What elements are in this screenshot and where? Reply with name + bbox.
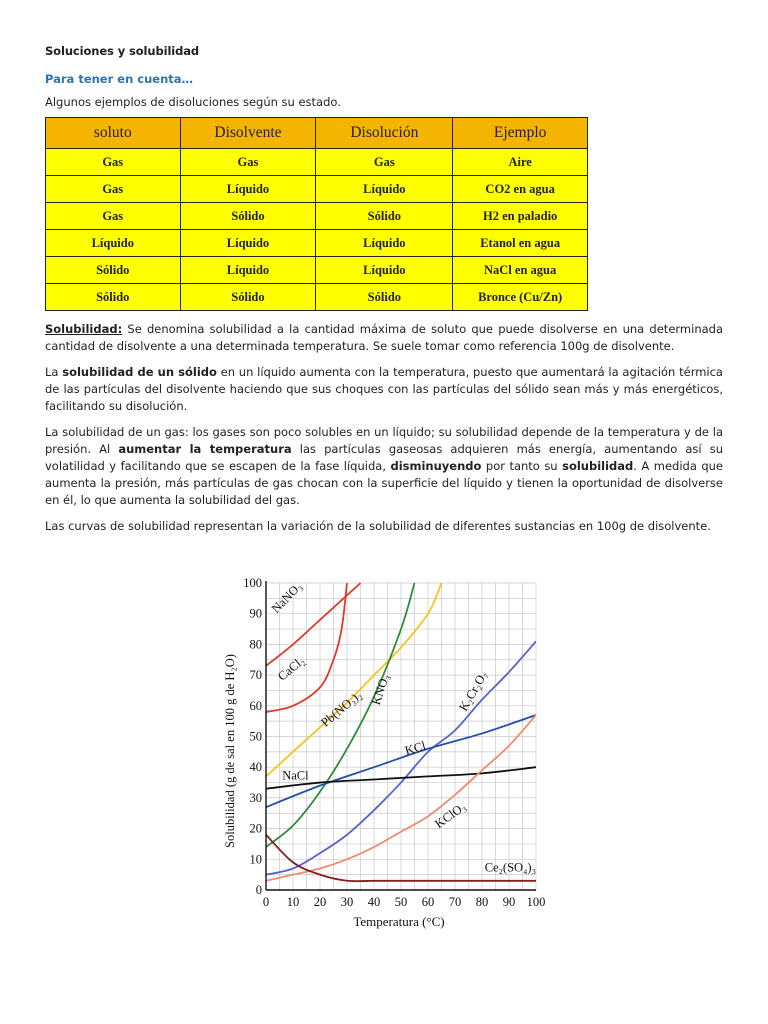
table-row [46,257,588,284]
y-tick-label: 100 [243,576,262,590]
table-row [46,149,588,176]
text-span: por tanto su [481,459,563,473]
x-tick-label: 40 [367,895,381,909]
y-axis-label: Solubilidad (g de sal en 100 g de H₂O) [223,654,237,848]
solubility-chart-svg [170,533,570,933]
table-cell: Gas [180,149,316,176]
bold-text: disminuyendo [390,459,482,473]
table-cell: Líquido [180,257,316,284]
text-span: La solubilidad de un gas: los gases son poco solubles en un líquido; su solubilidad depende de la temperatura y de la presión. Al [45,425,723,456]
table-cell: Gas [46,203,181,230]
y-tick-label: 90 [249,606,262,621]
series-label: K₂Cr₂O₇ [456,668,491,714]
y-tick-label: 30 [249,790,262,805]
y-tick-label: 70 [249,668,262,683]
y-tick-label: 0 [255,883,262,897]
table-cell: Sólido [180,203,316,230]
x-tick-label: 70 [448,895,462,909]
y-tick-label: 80 [249,637,262,652]
text-span: las partículas gaseosas adquieren más energía, aumentando así su volatilidad y facilitando que se escapen de la fase líquida, [45,442,724,473]
x-axis-label: Temperatura (°C) [353,914,445,929]
header-soluto: soluto [46,118,181,149]
table-cell: Líquido [316,257,453,284]
table-cell: CO2 en agua [453,176,588,203]
text-span: La [45,365,63,379]
table-cell: Líquido [180,176,316,203]
paragraph-solido [45,364,723,415]
paragraph-solubilidad [45,321,723,355]
table-cell: H2 en paladio [453,203,588,230]
y-tick-label: 40 [249,760,262,775]
series-label: KNO₃ [368,672,392,707]
table-cell: NaCl en agua [453,257,588,284]
series-label: NaCl [282,768,309,783]
paragraph-curvas: Las curvas de solubilidad representan la variación de la solubilidad de diferentes sustancias en 100g de disolvente. [45,519,711,533]
table-cell: Líquido [180,230,316,257]
table-cell: Sólido [316,284,453,311]
document-page [45,44,723,544]
solubility-chart [170,533,570,933]
bold-text: solubilidad [562,459,634,473]
table-cell: Gas [316,149,453,176]
table-cell: Gas [46,176,181,203]
table-row [46,230,588,257]
paragraph-gas [45,424,723,509]
table-cell: Líquido [316,176,453,203]
table-cell: Sólido [46,284,181,311]
table-header-row [46,118,588,149]
y-tick-label: 60 [249,698,262,713]
x-tick-label: 60 [421,895,435,909]
table-cell: Gas [46,149,181,176]
series-label: Ce₂(SO₄)₃ [484,860,536,875]
table-row [46,284,588,311]
y-tick-label: 20 [249,821,262,836]
x-tick-label: 30 [340,895,354,909]
table-cell: Sólido [46,257,181,284]
header-ejemplo: Ejemplo [453,118,588,149]
table-cell: Sólido [180,284,316,311]
header-disolucion: Disolución [316,118,453,149]
table-row [46,176,588,203]
table-cell: Bronce (Cu/Zn) [453,284,588,311]
table-cell: Líquido [46,230,181,257]
table-row [46,203,588,230]
x-tick-label: 0 [262,895,270,909]
table-cell: Líquido [316,230,453,257]
document-subtitle: Para tener en cuenta… [45,72,194,86]
y-tick-label: 10 [249,852,262,867]
header-disolvente: Disolvente [180,118,316,149]
x-tick-label: 100 [526,895,546,909]
x-tick-label: 50 [394,895,408,909]
table-intro: Algunos ejemplos de disoluciones según su estado. [45,95,341,109]
text-span: . A medida que aumenta la presión, más partículas de gas chocan con la superficie del líquido y tienen la oportunidad de disolverse en él, lo que aumenta la solubilidad del gas. [45,459,724,507]
x-tick-label: 80 [475,895,489,909]
table-cell: Aire [453,149,588,176]
solutions-table [45,117,588,311]
x-tick-label: 20 [313,895,327,909]
bold-text: aumentar la temperatura [118,442,292,456]
series-label: NaNO₃ [268,579,305,616]
document-title: Soluciones y solubilidad [45,44,200,58]
series-label: KCl [403,738,428,758]
solubilidad-definition: Se denomina solubilidad a la cantidad máxima de soluto que puede disolverse en una determinada cantidad de disolvente a una determinada temperatura. Se suele tomar como referencia 100g de disolvente. [45,322,723,353]
solubilidad-term: Solubilidad: [45,322,123,336]
bold-text: solubilidad de un sólido [62,365,217,379]
series-label: Pb(NO₃)₂ [318,687,365,730]
y-tick-label: 50 [249,729,262,744]
series-label: CaCl₂ [275,653,308,684]
table-cell: Etanol en agua [453,230,588,257]
series-label: KClO₃ [432,799,469,832]
x-tick-label: 90 [502,895,516,909]
x-tick-label: 10 [286,895,300,909]
text-span: en un líquido aumenta con la temperatura, puesto que aumentará la agitación térmica de las partículas del disolvente haciendo que sus choques con las partículas del sólido sean más y más energéticos, facilitando su disolución. [45,365,723,413]
table-cell: Sólido [316,203,453,230]
